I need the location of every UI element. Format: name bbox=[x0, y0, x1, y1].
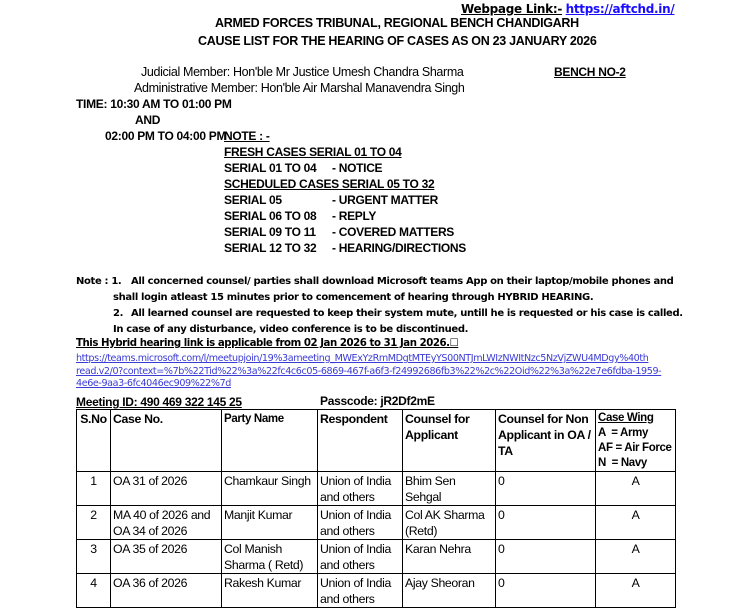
cell-respondent: Union of India and others bbox=[318, 574, 403, 608]
cell-counsel-non-applicant: 0 bbox=[496, 540, 596, 574]
serial-note-line bbox=[224, 193, 438, 207]
cell-party-name: Chamkaur Singh bbox=[222, 472, 318, 506]
cell-case-wing: A bbox=[596, 574, 676, 608]
note-2-line-2: In case of any disturbance, video conference is to be discontinued. bbox=[113, 324, 469, 335]
serial-note-label: SERIAL 12 TO 32 bbox=[224, 241, 317, 255]
note-1-line-2: shall login atleast 15 minutes prior to comencement of hearing through HYBRID HEARING. bbox=[113, 292, 594, 303]
serial-note-desc: - NOTICE bbox=[332, 161, 383, 175]
cell-counsel-non-applicant: 0 bbox=[496, 472, 596, 506]
cell-party-name: Rakesh Kumar bbox=[222, 574, 318, 608]
serial-note-label: FRESH CASES SERIAL 01 TO 04 bbox=[224, 145, 402, 159]
cell-party-name: Manjit Kumar bbox=[222, 506, 318, 540]
webpage-link-label: Webpage Link:- bbox=[461, 2, 562, 16]
teams-meeting-link-cont[interactable]: read.v2/0?context=%7b%22Tid%22%3a%22fc4c6c05-6869-467f-a6f3-f24992686fb3%22%2c%22Oid%22%3a%22e7e6fdba-1959- bbox=[76, 366, 662, 377]
hybrid-applicability: This Hybrid hearing link is applicable from 02 Jan 2026 to 31 Jan 2026.☐ bbox=[76, 338, 459, 349]
cell-counsel-applicant: Col AK Sharma (Retd) bbox=[403, 506, 496, 540]
header-respondent: Respondent bbox=[318, 410, 403, 472]
case-wing-title: Case Wing bbox=[598, 412, 654, 424]
cell-sno: 1 bbox=[77, 472, 111, 506]
serial-note-desc: - REPLY bbox=[332, 209, 377, 223]
cell-case-wing: A bbox=[596, 506, 676, 540]
teams-meeting-link[interactable]: https://teams.microsoft.com/l/meetupjoin/19%3ameeting_MWExYzRmMDgtMTEyYS00NTJmLWIzNWItNzc5NzVjZWU4MDgy%40th bbox=[76, 353, 649, 364]
cell-sno: 2 bbox=[77, 506, 111, 540]
note-2-line-1: All learned counsel are requested to keep their system mute, untill he is requested or his case is called. bbox=[131, 308, 683, 319]
cell-respondent: Union of India and others bbox=[318, 540, 403, 574]
note-2-number: 2. bbox=[113, 308, 124, 319]
cell-case-no: OA 31 of 2026 bbox=[111, 472, 222, 506]
time-and: AND bbox=[135, 113, 161, 127]
cause-list-table bbox=[76, 409, 676, 608]
table-row bbox=[77, 472, 676, 506]
header-case-no: Case No. bbox=[111, 410, 222, 472]
cell-case-no: OA 36 of 2026 bbox=[111, 574, 222, 608]
administrative-member: Administrative Member: Hon'ble Air Marshal Manavendra Singh bbox=[134, 81, 465, 95]
cell-counsel-applicant: Karan Nehra bbox=[403, 540, 496, 574]
serial-note-label: SERIAL 09 TO 11 bbox=[224, 225, 316, 239]
header-party-name: Party Name bbox=[222, 410, 318, 472]
case-wing-navy: N = Navy bbox=[598, 457, 647, 469]
cell-counsel-applicant: Ajay Sheoran bbox=[403, 574, 496, 608]
note-prefix: Note : 1. bbox=[76, 276, 122, 287]
case-wing-army: A = Army bbox=[598, 427, 649, 439]
cell-case-no: OA 35 of 2026 bbox=[111, 540, 222, 574]
serial-note-label: SCHEDULED CASES SERIAL 05 TO 32 bbox=[224, 177, 435, 191]
table-header-row bbox=[77, 410, 676, 472]
serial-note-line bbox=[224, 161, 383, 175]
serial-note-desc: - HEARING/DIRECTIONS bbox=[332, 241, 467, 255]
cell-counsel-non-applicant: 0 bbox=[496, 574, 596, 608]
serial-note-label: SERIAL 06 TO 08 bbox=[224, 209, 317, 223]
teams-meeting-link-end[interactable]: 4e6e-9aa3-6fc4046ec909%22%7d bbox=[76, 378, 231, 389]
case-wing-airforce: AF = Air Force bbox=[598, 442, 672, 454]
cell-case-no: MA 40 of 2026 and OA 34 of 2026 bbox=[111, 506, 222, 540]
judicial-member: Judicial Member: Hon'ble Mr Justice Umesh Chandra Sharma bbox=[141, 65, 464, 79]
cell-sno: 3 bbox=[77, 540, 111, 574]
serial-note-line bbox=[224, 177, 434, 191]
table-row bbox=[77, 506, 676, 540]
header-counsel-non-applicant: Counsel for Non Applicant in OA / TA bbox=[496, 410, 596, 472]
header-counsel-applicant: Counsel for Applicant bbox=[403, 410, 496, 472]
cell-respondent: Union of India and others bbox=[318, 506, 403, 540]
note-1-line-1: All concerned counsel/ parties shall download Microsoft teams App on their laptop/mobile phones and bbox=[131, 276, 674, 287]
time-morning: TIME: 10:30 AM TO 01:00 PM bbox=[76, 97, 232, 111]
table-row bbox=[77, 574, 676, 608]
table-row bbox=[77, 540, 676, 574]
cell-counsel-applicant: Bhim Sen Sehgal bbox=[403, 472, 496, 506]
bench-number: BENCH NO-2 bbox=[554, 65, 626, 79]
serial-note-line bbox=[224, 145, 402, 159]
serial-note-desc: - URGENT MATTER bbox=[332, 193, 438, 207]
meeting-id: Meeting ID: 490 469 322 145 25 bbox=[76, 395, 242, 409]
serial-note-desc: - COVERED MATTERS bbox=[332, 225, 455, 239]
webpage-link-line bbox=[461, 1, 674, 16]
serial-note-label: SERIAL 05 bbox=[224, 193, 282, 207]
serial-note-line bbox=[224, 241, 467, 255]
passcode: Passcode: jR2Df2mE bbox=[320, 394, 435, 408]
serial-note-line bbox=[224, 209, 377, 223]
time-afternoon: 02:00 PM TO 04:00 PM bbox=[105, 129, 227, 143]
header-case-wing bbox=[596, 410, 676, 472]
header-sno: S.No bbox=[77, 410, 111, 472]
cell-party-name: Col Manish Sharma ( Retd) bbox=[222, 540, 318, 574]
webpage-link[interactable]: https://aftchd.in/ bbox=[565, 2, 675, 16]
cell-sno: 4 bbox=[77, 574, 111, 608]
serial-note-heading: NOTE : - bbox=[224, 129, 270, 143]
cell-case-wing: A bbox=[596, 540, 676, 574]
serial-note-label: SERIAL 01 TO 04 bbox=[224, 161, 317, 175]
cell-case-wing: A bbox=[596, 472, 676, 506]
tribunal-title: ARMED FORCES TRIBUNAL, REGIONAL BENCH CHANDIGARH bbox=[215, 16, 579, 30]
cell-counsel-non-applicant: 0 bbox=[496, 506, 596, 540]
serial-note-line bbox=[224, 225, 455, 239]
cell-respondent: Union of India and others bbox=[318, 472, 403, 506]
cause-list-title: CAUSE LIST FOR THE HEARING OF CASES AS ON 23 JANUARY 2026 bbox=[198, 34, 597, 48]
